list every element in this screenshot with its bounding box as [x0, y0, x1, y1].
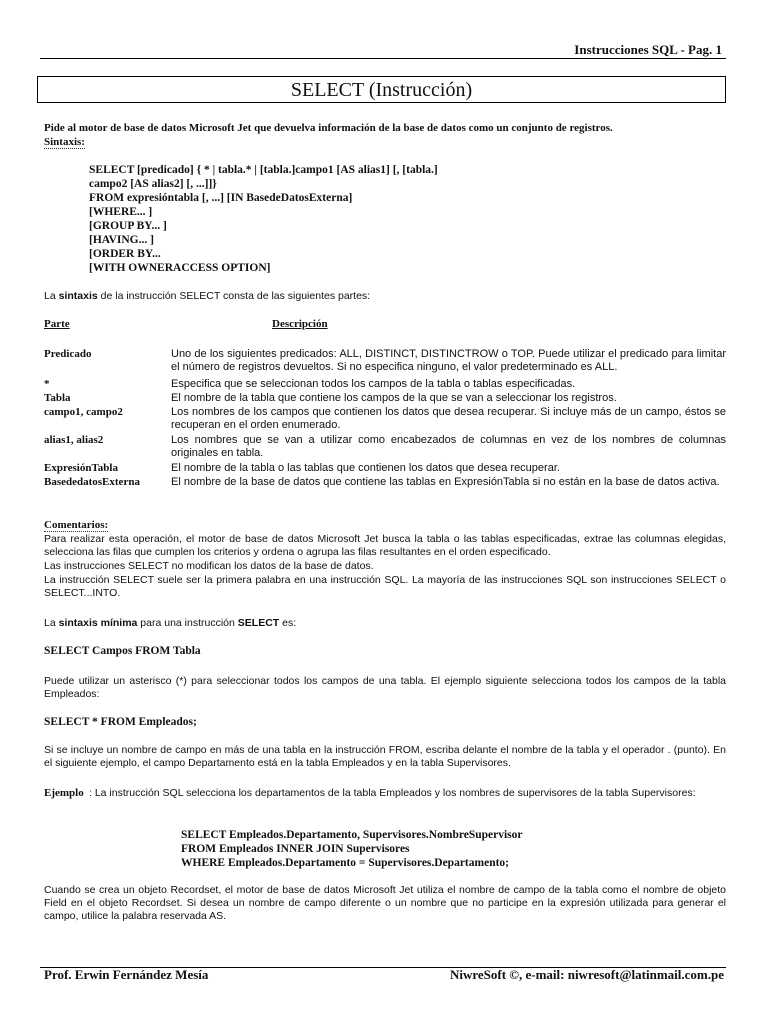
asterisk-sql: SELECT * FROM Empleados;: [44, 716, 197, 728]
row-desc: Los nombres de los campos que contienen los datos que desea recuperar. Si incluye más de un campo, éstos se recuperan en el orden enumerado.: [171, 406, 726, 431]
table-header-desc: Descripción: [272, 318, 328, 330]
row-desc: Uno de los siguientes predicados: ALL, DISTINCT, DISTINCTROW o TOP. Puede utilizar el predicado para limitar el número de registros devueltos. Si no especifica ninguno, el valor predeterminado es ALL.: [171, 348, 726, 373]
minimal-pre: La: [44, 617, 59, 629]
row-desc: Los nombres que se van a utilizar como encabezados de columnas en vez de los nombres de columnas originales en tabla.: [171, 434, 726, 459]
row-name: alias1, alias2: [44, 434, 104, 446]
footer-contact: NiwreSoft ©, e-mail: niwresoft@latinmail.com.pe: [449, 967, 724, 982]
recordset-text: Cuando se crea un objeto Recordset, el motor de base de datos Microsoft Jet utiliza el nombre de campo de la tabla como el nombre de objeto Field en el objeto Recordset. Si desea un nombre de campo diferente o un nombre que no participe en la expresión utilizada para generar el campo, utilice la palabra reservada AS.: [44, 884, 726, 922]
comment-paragraph: La instrucción SELECT suele ser la primera palabra en una instrucción SQL. La mayoría de las instrucciones SQL son instrucciones SELECT o SELECT...INTO.: [44, 574, 726, 599]
comment-paragraph: Las instrucciones SELECT no modifican los datos de la base de datos.: [44, 560, 374, 572]
comments-label: [44, 519, 726, 532]
syntax-line: campo2 [AS alias2] [, ...]]}: [89, 178, 217, 190]
parts-intro: [44, 290, 726, 303]
example-sql-line: FROM Empleados INNER JOIN Supervisores: [181, 843, 410, 855]
syntax-line: FROM expresióntabla [, ...] [IN BasedeDatosExterna]: [89, 192, 353, 204]
page-title: SELECT (Instrucción): [37, 76, 726, 103]
row-name: *: [44, 378, 50, 390]
parts-intro-post: de la instrucción SELECT consta de las siguientes partes:: [97, 290, 371, 302]
page-header: Instrucciones SQL - Pag. 1: [574, 42, 722, 57]
minimal-syntax-text: [44, 617, 726, 630]
row-desc: El nombre de la tabla que contiene los campos de la que se van a seleccionar los registros.: [171, 392, 617, 404]
row-desc: El nombre de la tabla o las tablas que contienen los datos que desea recuperar.: [171, 462, 560, 474]
example-label: Ejemplo: [44, 787, 84, 799]
syntax-label-text: Sintaxis:: [44, 136, 85, 148]
syntax-line: [ORDER BY...: [89, 248, 161, 260]
table-header-part: Parte: [44, 318, 70, 330]
example-text: : La instrucción SQL selecciona los departamentos de la tabla Empleados y los nombres de supervisores de la tabla Supervisores:: [89, 787, 696, 799]
row-desc: Especifica que se seleccionan todos los campos de la tabla o tablas especificadas.: [171, 378, 576, 390]
asterisk-text: Puede utilizar un asterisco (*) para seleccionar todos los campos de una tabla. El ejemplo siguiente selecciona todos los campos de la tabla Empleados:: [44, 675, 726, 700]
header-rule: [40, 58, 726, 59]
minimal-mid: para una instrucción: [137, 617, 238, 629]
comment-paragraph: Para realizar esta operación, el motor de base de datos Microsoft Jet busca la tabla o las tablas especificadas, extrae las columnas elegidas, selecciona las filas que cumplen los criterios y ordena o agrupa las filas resultantes en el orden especificado.: [44, 533, 726, 558]
minimal-bold: SELECT: [237, 617, 280, 629]
minimal-bold: sintaxis mínima: [58, 617, 138, 629]
syntax-line: [HAVING... ]: [89, 234, 154, 246]
syntax-line: [WHERE... ]: [89, 206, 153, 218]
syntax-code-block: [89, 163, 438, 275]
syntax-line: SELECT [predicado] { * | tabla.* | [tabla.]campo1 [AS alias1] [, [tabla.]: [89, 164, 438, 176]
intro-text: Pide al motor de base de datos Microsoft Jet que devuelva información de la base de datos como un conjunto de registros.: [44, 122, 613, 134]
syntax-line: [GROUP BY... ]: [89, 220, 167, 232]
minimal-post: es:: [279, 617, 297, 629]
row-name: Tabla: [44, 392, 71, 404]
example-sql-line: WHERE Empleados.Departamento = Supervisores.Departamento;: [181, 857, 510, 869]
example-sql-line: SELECT Empleados.Departamento, Supervisores.NombreSupervisor: [181, 829, 523, 841]
parts-intro-pre: La: [44, 290, 59, 302]
row-name: Predicado: [44, 348, 92, 360]
minimal-sql: SELECT Campos FROM Tabla: [44, 645, 201, 657]
footer-author: Prof. Erwin Fernández Mesía: [44, 967, 209, 982]
row-name: campo1, campo2: [44, 406, 123, 418]
syntax-line: [WITH OWNERACCESS OPTION]: [89, 262, 271, 274]
row-name: ExpresiónTabla: [44, 462, 118, 474]
parts-intro-bold: sintaxis: [58, 290, 98, 302]
row-desc: El nombre de la base de datos que contiene las tablas en ExpresiónTabla si no están en la base de datos activa.: [171, 476, 720, 488]
example-sql-block: [181, 828, 523, 870]
row-name: BasededatosExterna: [44, 476, 140, 488]
comments-label-text: Comentarios:: [44, 519, 109, 531]
multi-table-text: Si se incluye un nombre de campo en más de una tabla en la instrucción FROM, escriba delante el nombre de la tabla y el operador . (punto). En el siguiente ejemplo, el campo Departamento está en la tabla Empleados y en la tabla Supervisores.: [44, 744, 726, 769]
syntax-label: [44, 136, 726, 149]
